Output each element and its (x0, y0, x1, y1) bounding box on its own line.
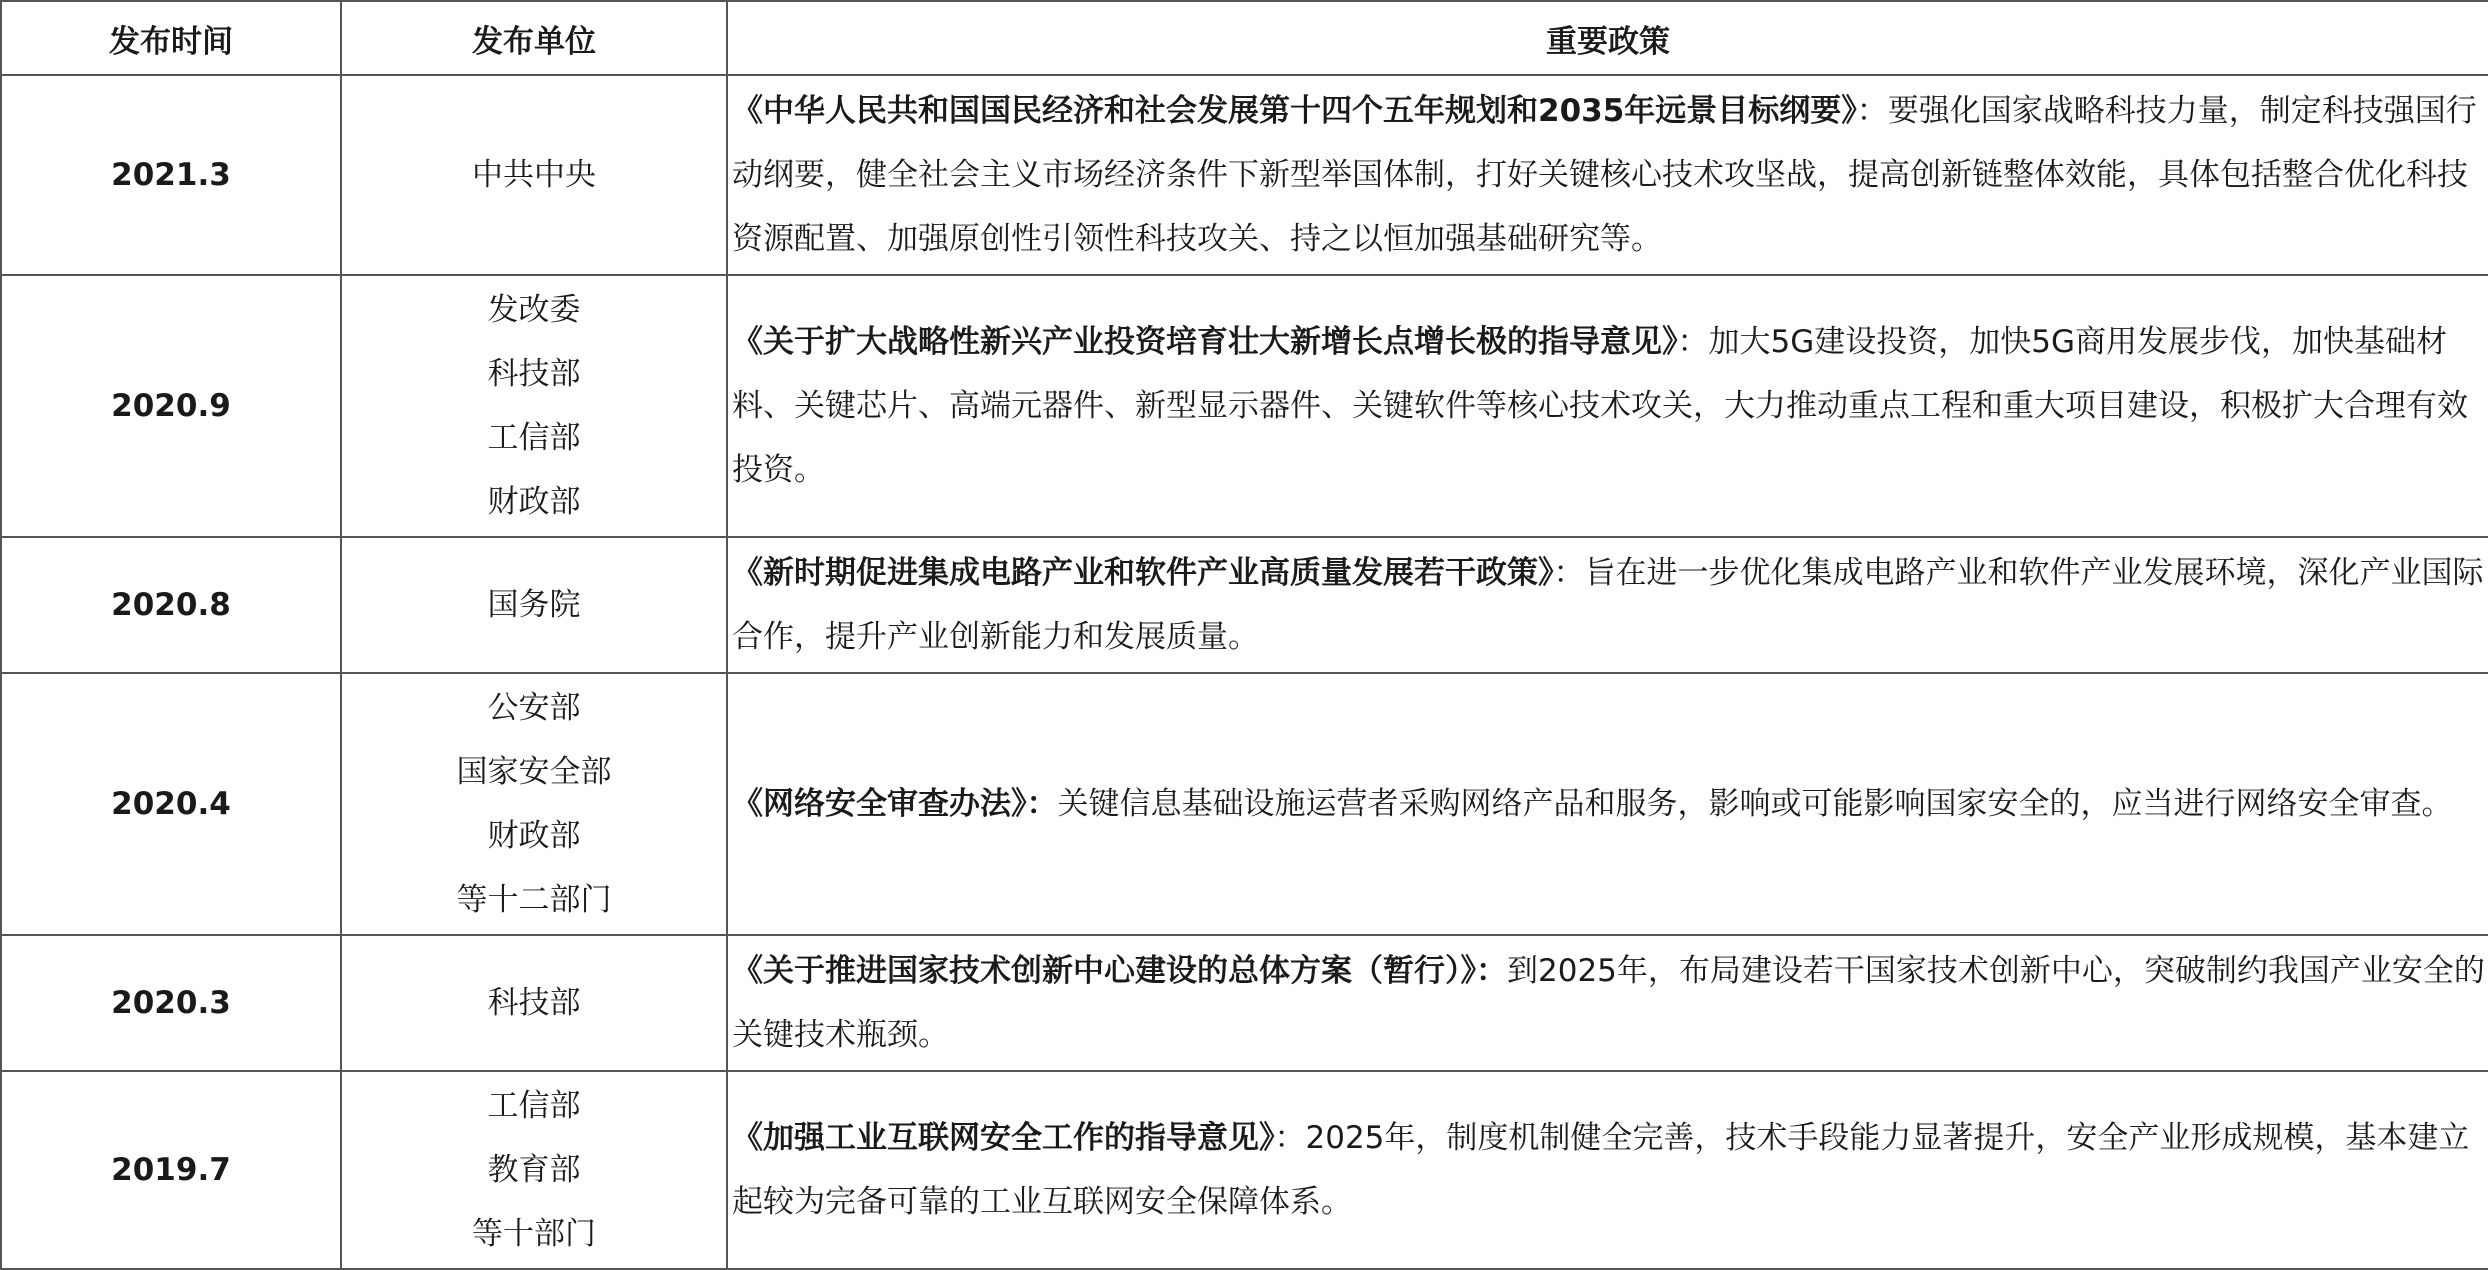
header-unit: 发布单位 (341, 1, 727, 75)
policy-cell (727, 935, 2488, 1071)
date-cell: 2020.3 (1, 935, 341, 1071)
policy-cell (727, 537, 2488, 673)
policy-title: 《中华人民共和国国民经济和社会发展第十四个五年规划和2035年远景目标纲要》 (732, 93, 1857, 129)
table-row (1, 75, 2488, 275)
unit-name: 财政部 (487, 484, 581, 520)
policy-title: 《新时期促进集成电路产业和软件产业高质量发展若干政策》 (732, 555, 1554, 591)
unit-name: 国家安全部 (456, 754, 612, 790)
policy-cell (727, 75, 2488, 275)
unit-name: 公安部 (487, 690, 581, 726)
policy-text: ：2025年，制度机制健全完善，技术手段能力显著提升，安全产业形成规模，基本建立起较为完备可靠的工业互联网安全保障体系。 (732, 1120, 2470, 1220)
unit-name: 教育部 (487, 1152, 581, 1188)
date-cell: 2020.4 (1, 673, 341, 935)
table-row (1, 537, 2488, 673)
unit-name: 科技部 (487, 985, 581, 1021)
header-row (1, 1, 2488, 75)
policy-text: ：旨在进一步优化集成电路产业和软件产业发展环境，深化产业国际合作，提升产业创新能力和发展质量。 (732, 555, 2484, 655)
unit-cell (341, 673, 727, 935)
unit-cell (341, 1071, 727, 1269)
date-cell: 2019.7 (1, 1071, 341, 1269)
table-row (1, 275, 2488, 537)
policy-cell (727, 673, 2488, 935)
unit-name: 国务院 (487, 587, 581, 623)
policy-cell (727, 275, 2488, 537)
policy-text: ：加大5G建设投资，加快5G商用发展步伐，加快基础材料、关键芯片、高端元器件、新型显示器件、关键软件等核心技术攻关，大力推动重点工程和重大项目建设，积极扩大合理有效投资。 (732, 324, 2468, 488)
table-row (1, 673, 2488, 935)
unit-name: 等十二部门 (456, 882, 612, 918)
unit-cell (341, 935, 727, 1071)
unit-name: 中共中央 (472, 157, 596, 193)
header-date: 发布时间 (1, 1, 341, 75)
policy-title: 《网络安全审查办法》： (732, 786, 1058, 822)
unit-cell (341, 537, 727, 673)
unit-name: 工信部 (487, 1088, 581, 1124)
unit-name: 工信部 (487, 420, 581, 456)
policy-cell (727, 1071, 2488, 1269)
policy-text: ：要强化国家战略科技力量，制定科技强国行动纲要，健全社会主义市场经济条件下新型举国体制，打好关键核心技术攻坚战，提高创新链整体效能，具体包括整合优化科技资源配置、加强原创性引领性科技攻关、持之以恒加强基础研究等。 (732, 93, 2477, 257)
policy-title: 《关于推进国家技术创新中心建设的总体方案（暂行）》： (732, 953, 1507, 989)
table-row (1, 935, 2488, 1071)
unit-name: 科技部 (487, 356, 581, 392)
header-policy: 重要政策 (727, 1, 2488, 75)
policy-text: 关键信息基础设施运营者采购网络产品和服务，影响或可能影响国家安全的，应当进行网络安全审查。 (1057, 786, 2453, 822)
date-cell: 2021.3 (1, 75, 341, 275)
date-cell: 2020.8 (1, 537, 341, 673)
unit-name: 财政部 (487, 818, 581, 854)
policy-text: 到2025年，布局建设若干国家技术创新中心，突破制约我国产业安全的关键技术瓶颈。 (732, 953, 2485, 1053)
unit-name: 等十部门 (472, 1216, 596, 1252)
unit-name: 发改委 (487, 292, 581, 328)
unit-cell (341, 75, 727, 275)
table-row (1, 1071, 2488, 1269)
unit-cell (341, 275, 727, 537)
date-cell: 2020.9 (1, 275, 341, 537)
policy-title: 《关于扩大战略性新兴产业投资培育壮大新增长点增长极的指导意见》 (732, 324, 1678, 360)
policy-title: 《加强工业互联网安全工作的指导意见》 (732, 1120, 1275, 1156)
